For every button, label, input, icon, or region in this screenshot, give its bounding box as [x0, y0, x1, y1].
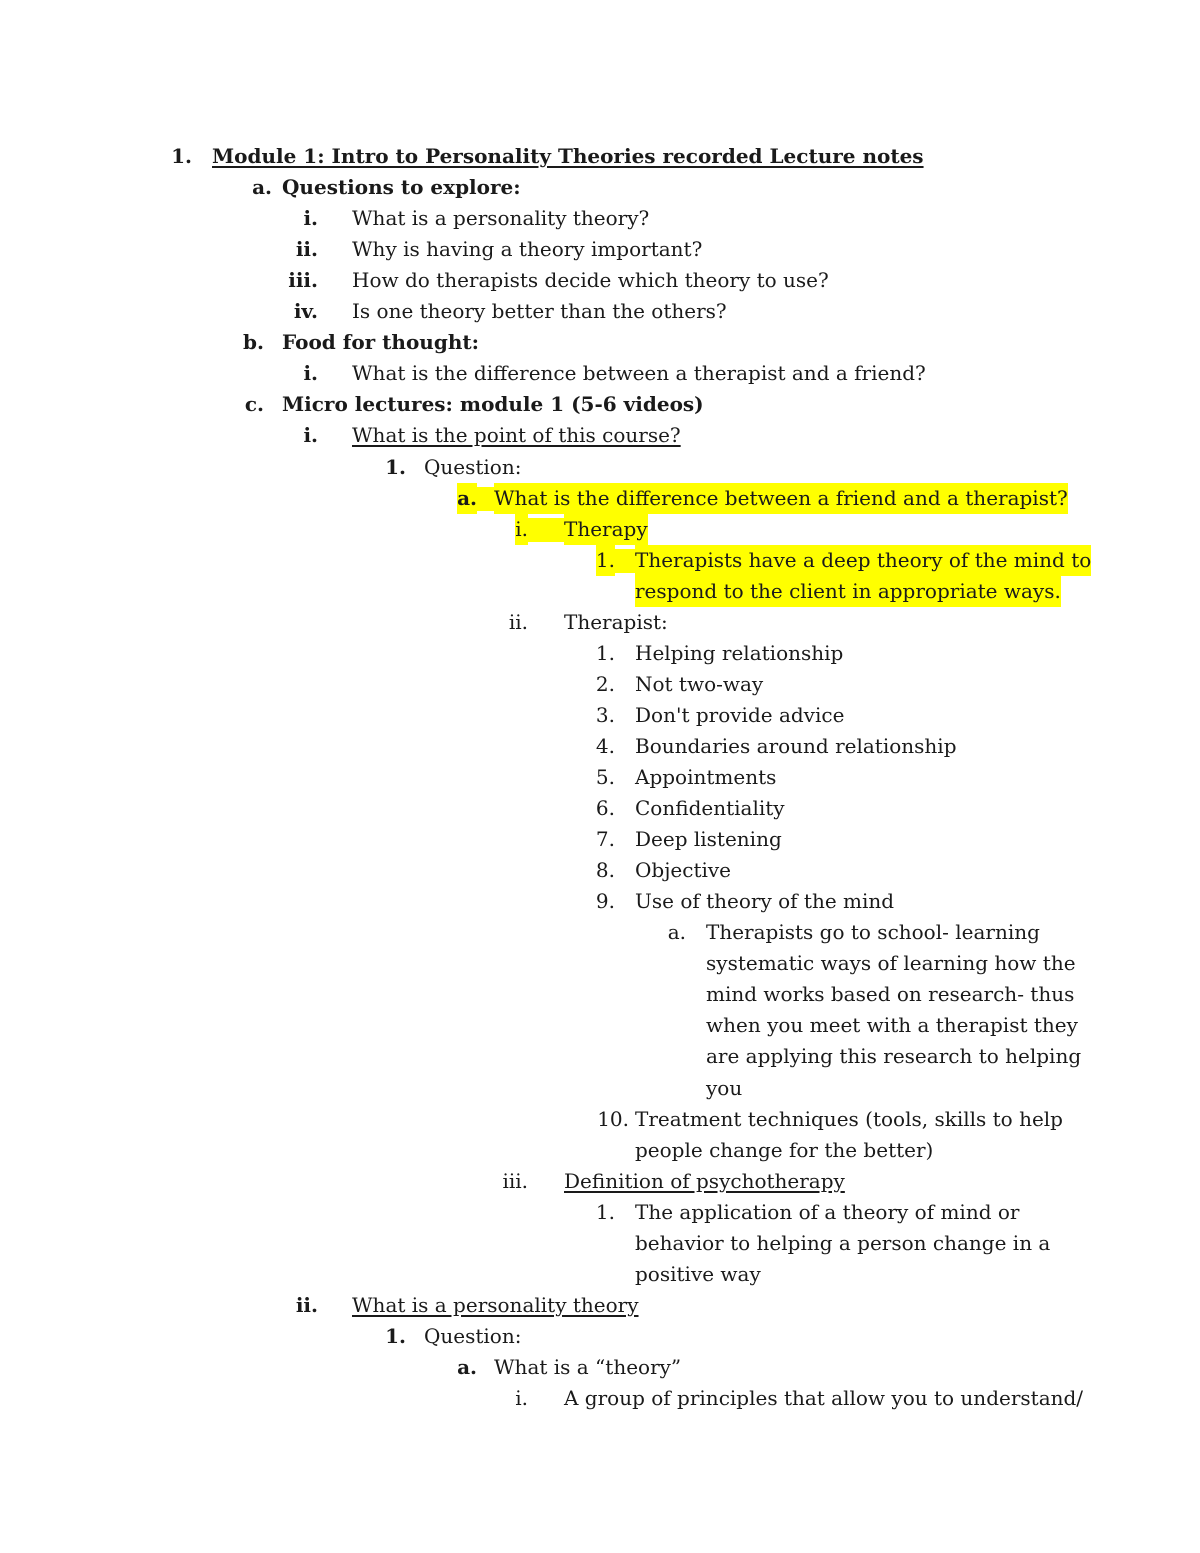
outline-line [0, 793, 1200, 824]
list-marker: iii. [288, 268, 318, 293]
line-text: Module 1: Intro to Personality Theories recorded Lecture notes [212, 144, 924, 168]
list-marker: i. [515, 514, 528, 545]
line-text: systematic ways of learning how the [706, 951, 1076, 976]
outline-line [0, 948, 1200, 979]
outline-line [0, 979, 1200, 1010]
line-text: The application of a theory of mind or [635, 1199, 1020, 1224]
outline-line [0, 265, 1200, 296]
outline-line [0, 514, 1200, 545]
list-marker: 1. [171, 144, 192, 168]
line-text: What is the difference between a therapist and a friend? [352, 361, 926, 386]
outline-line [0, 389, 1200, 420]
outline-line [0, 1166, 1200, 1197]
line-text: How do therapists decide which theory to use? [352, 268, 829, 293]
list-marker: 9. [595, 889, 615, 914]
line-text: Micro lectures: module 1 (5-6 videos) [282, 392, 704, 417]
list-marker: i. [515, 1386, 528, 1410]
line-text: people change for the better) [635, 1137, 934, 1162]
line-text: Question: [424, 454, 522, 479]
list-marker: 1. [595, 640, 615, 665]
outline-line [0, 203, 1200, 234]
list-marker: i. [303, 361, 318, 386]
line-text: A group of principles that allow you to understand/ [564, 1386, 1084, 1410]
outline-line [0, 917, 1200, 948]
list-marker: 10. [597, 1106, 629, 1131]
line-text: Therapists go to school- learning [706, 920, 1040, 945]
line-text: Therapist: [564, 609, 668, 634]
line-text: Don't provide advice [635, 702, 845, 727]
highlight-gap [477, 487, 494, 511]
line-text: Question: [424, 1323, 522, 1348]
outline-line [0, 855, 1200, 886]
line-text: Therapy [564, 514, 648, 545]
highlight-gap [528, 518, 564, 542]
list-marker: 1. [385, 1323, 406, 1348]
highlight-gap [615, 549, 635, 573]
list-marker: 5. [595, 765, 615, 789]
line-text: Boundaries around relationship [635, 733, 957, 758]
line-text: Deep listening [635, 827, 782, 852]
outline-line [0, 638, 1200, 669]
outline-line [0, 1228, 1200, 1259]
list-marker: i. [303, 206, 318, 231]
line-text: What is the difference between a friend and a therapist? [494, 483, 1068, 514]
outline-line [0, 607, 1200, 638]
line-text: What is a personality theory [352, 1292, 639, 1317]
list-marker: a. [457, 483, 477, 514]
list-marker: i. [303, 423, 318, 448]
list-marker: b. [243, 330, 264, 355]
line-text: Why is having a theory important? [352, 237, 703, 262]
outline-line [0, 327, 1200, 358]
outline-line [0, 1383, 1200, 1414]
outline-line [0, 1352, 1200, 1383]
list-marker: 1. [595, 1199, 615, 1224]
line-text: you [706, 1075, 743, 1100]
line-text: Objective [635, 858, 732, 883]
list-marker: 6. [595, 796, 615, 821]
outline-line [0, 296, 1200, 327]
outline-line [0, 886, 1200, 917]
outline-line [0, 1041, 1200, 1072]
outline-line [0, 700, 1200, 731]
line-text: respond to the client in appropriate ways. [635, 576, 1061, 607]
list-marker: ii. [295, 1292, 318, 1317]
outline-line [0, 1290, 1200, 1321]
list-marker: c. [244, 392, 264, 417]
line-text: Treatment techniques (tools, skills to help [635, 1106, 1063, 1131]
list-marker: iii. [502, 1168, 528, 1193]
list-marker: ii. [295, 237, 318, 262]
line-text: Questions to explore: [282, 175, 521, 200]
list-marker: 1. [385, 454, 406, 479]
list-marker: 2. [595, 671, 615, 696]
line-text: Use of theory of the mind [635, 889, 895, 914]
outline-line [0, 358, 1200, 389]
list-marker: a. [667, 920, 686, 945]
line-text: What is a personality theory? [352, 206, 650, 231]
outline-line [0, 545, 1200, 576]
outline-line [0, 483, 1200, 514]
line-text: What is the point of this course? [352, 423, 681, 448]
outline-line [0, 452, 1200, 483]
list-marker: ii. [508, 609, 528, 634]
list-marker: a. [252, 175, 272, 200]
outline-line [0, 762, 1200, 793]
line-text: mind works based on research- thus [706, 982, 1075, 1007]
outline-line [0, 1135, 1200, 1166]
outline-line [0, 824, 1200, 855]
line-text: What is a “theory” [494, 1354, 682, 1379]
outline-line [0, 669, 1200, 700]
outline-line [0, 1259, 1200, 1290]
outline-line [0, 1197, 1200, 1228]
list-marker: 7. [595, 827, 615, 852]
outline-line [0, 1104, 1200, 1135]
outline-line [0, 172, 1200, 203]
line-text: Appointments [635, 765, 777, 789]
outline-line [0, 234, 1200, 265]
line-text: when you meet with a therapist they [706, 1013, 1078, 1038]
list-marker: 3. [595, 702, 615, 727]
line-text: Confidentiality [635, 796, 785, 821]
list-marker: 8. [595, 858, 615, 883]
line-text: Is one theory better than the others? [352, 299, 727, 324]
outline-line [0, 731, 1200, 762]
line-text: Definition of psychotherapy [564, 1168, 845, 1193]
outline-line [0, 1073, 1200, 1104]
list-marker: 1. [596, 545, 615, 576]
line-text: Therapists have a deep theory of the mind to [635, 545, 1091, 576]
line-text: are applying this research to helping [706, 1044, 1082, 1069]
line-text: behavior to helping a person change in a [635, 1230, 1051, 1255]
list-marker: 4. [595, 733, 615, 758]
outline-line [0, 141, 1200, 172]
outline-line [0, 576, 1200, 607]
line-text: Not two-way [635, 671, 764, 696]
line-text: positive way [635, 1261, 761, 1286]
line-text: Food for thought: [282, 330, 479, 355]
outline-line [0, 1010, 1200, 1041]
outline-line [0, 1321, 1200, 1352]
list-marker: iv. [293, 299, 318, 324]
outline-line [0, 420, 1200, 451]
line-text: Helping relationship [635, 640, 844, 665]
list-marker: a. [457, 1354, 477, 1379]
